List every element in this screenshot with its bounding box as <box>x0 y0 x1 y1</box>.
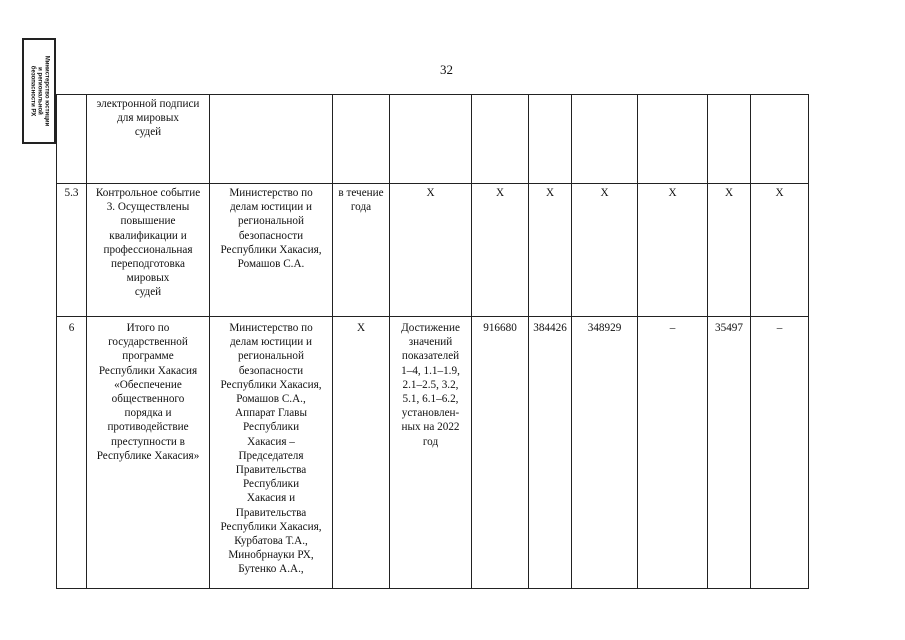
event-name: Итого по государственной программе Республики Хакасия «Обеспечение общественного порядка и противодействие преступности в Республике Хакасия» <box>87 317 210 589</box>
expected-result <box>390 95 472 184</box>
value-cell <box>638 95 708 184</box>
value-cell <box>529 95 572 184</box>
deadline <box>333 95 390 184</box>
value-cell: Х <box>472 184 529 317</box>
row-number <box>57 95 87 184</box>
value-cell: 384426 <box>529 317 572 589</box>
event-name: Контрольное событие 3. Осуществлены повышение квалификации и профессиональная переподготовка мировых судей <box>87 184 210 317</box>
responsible-executor: Министерство по делам юстиции и региональной безопасности Республики Хакасия, Ромашов С.А. <box>210 184 333 317</box>
stamp-text <box>29 39 50 143</box>
value-cell: Х <box>751 184 809 317</box>
value-cell: 916680 <box>472 317 529 589</box>
value-cell: – <box>751 317 809 589</box>
expected-result: Достижение значений показателей 1–4, 1.1–1.9, 2.1–2.5, 3.2, 5.1, 6.1–6.2, установлен- ных на 2022 год <box>390 317 472 589</box>
value-cell: – <box>638 317 708 589</box>
row-number: 5.3 <box>57 184 87 317</box>
stamp-line: Министерство юстиции <box>43 55 50 127</box>
value-cell: Х <box>529 184 572 317</box>
responsible-executor <box>210 95 333 184</box>
value-cell <box>751 95 809 184</box>
stamp-line: и региональной <box>36 67 43 115</box>
deadline: Х <box>333 317 390 589</box>
row-number: 6 <box>57 317 87 589</box>
value-cell <box>708 95 751 184</box>
value-cell: Х <box>708 184 751 317</box>
event-name: электронной подписи для мировых судей <box>87 95 210 184</box>
value-cell <box>472 95 529 184</box>
table-row <box>57 317 809 589</box>
responsible-executor: Министерство по делам юстиции и региональной безопасности Республики Хакасия, Ромашов С.А., Аппарат Главы Республики Хакасия – Председателя Правительства Республики Хакасия и Правительства Республики Хакасия, Курбатова Т.А., Минобрнауки РХ, Бутенко А.А., <box>210 317 333 589</box>
expected-result: Х <box>390 184 472 317</box>
deadline: в течение года <box>333 184 390 317</box>
stamp-line: безопасности РХ <box>29 65 36 117</box>
ministry-stamp <box>22 38 56 144</box>
value-cell: 348929 <box>572 317 638 589</box>
program-table <box>56 94 809 589</box>
value-cell: Х <box>572 184 638 317</box>
table-row <box>57 184 809 317</box>
value-cell: 35497 <box>708 317 751 589</box>
table-row <box>57 95 809 184</box>
value-cell <box>572 95 638 184</box>
value-cell: Х <box>638 184 708 317</box>
page-number: 32 <box>440 62 453 77</box>
